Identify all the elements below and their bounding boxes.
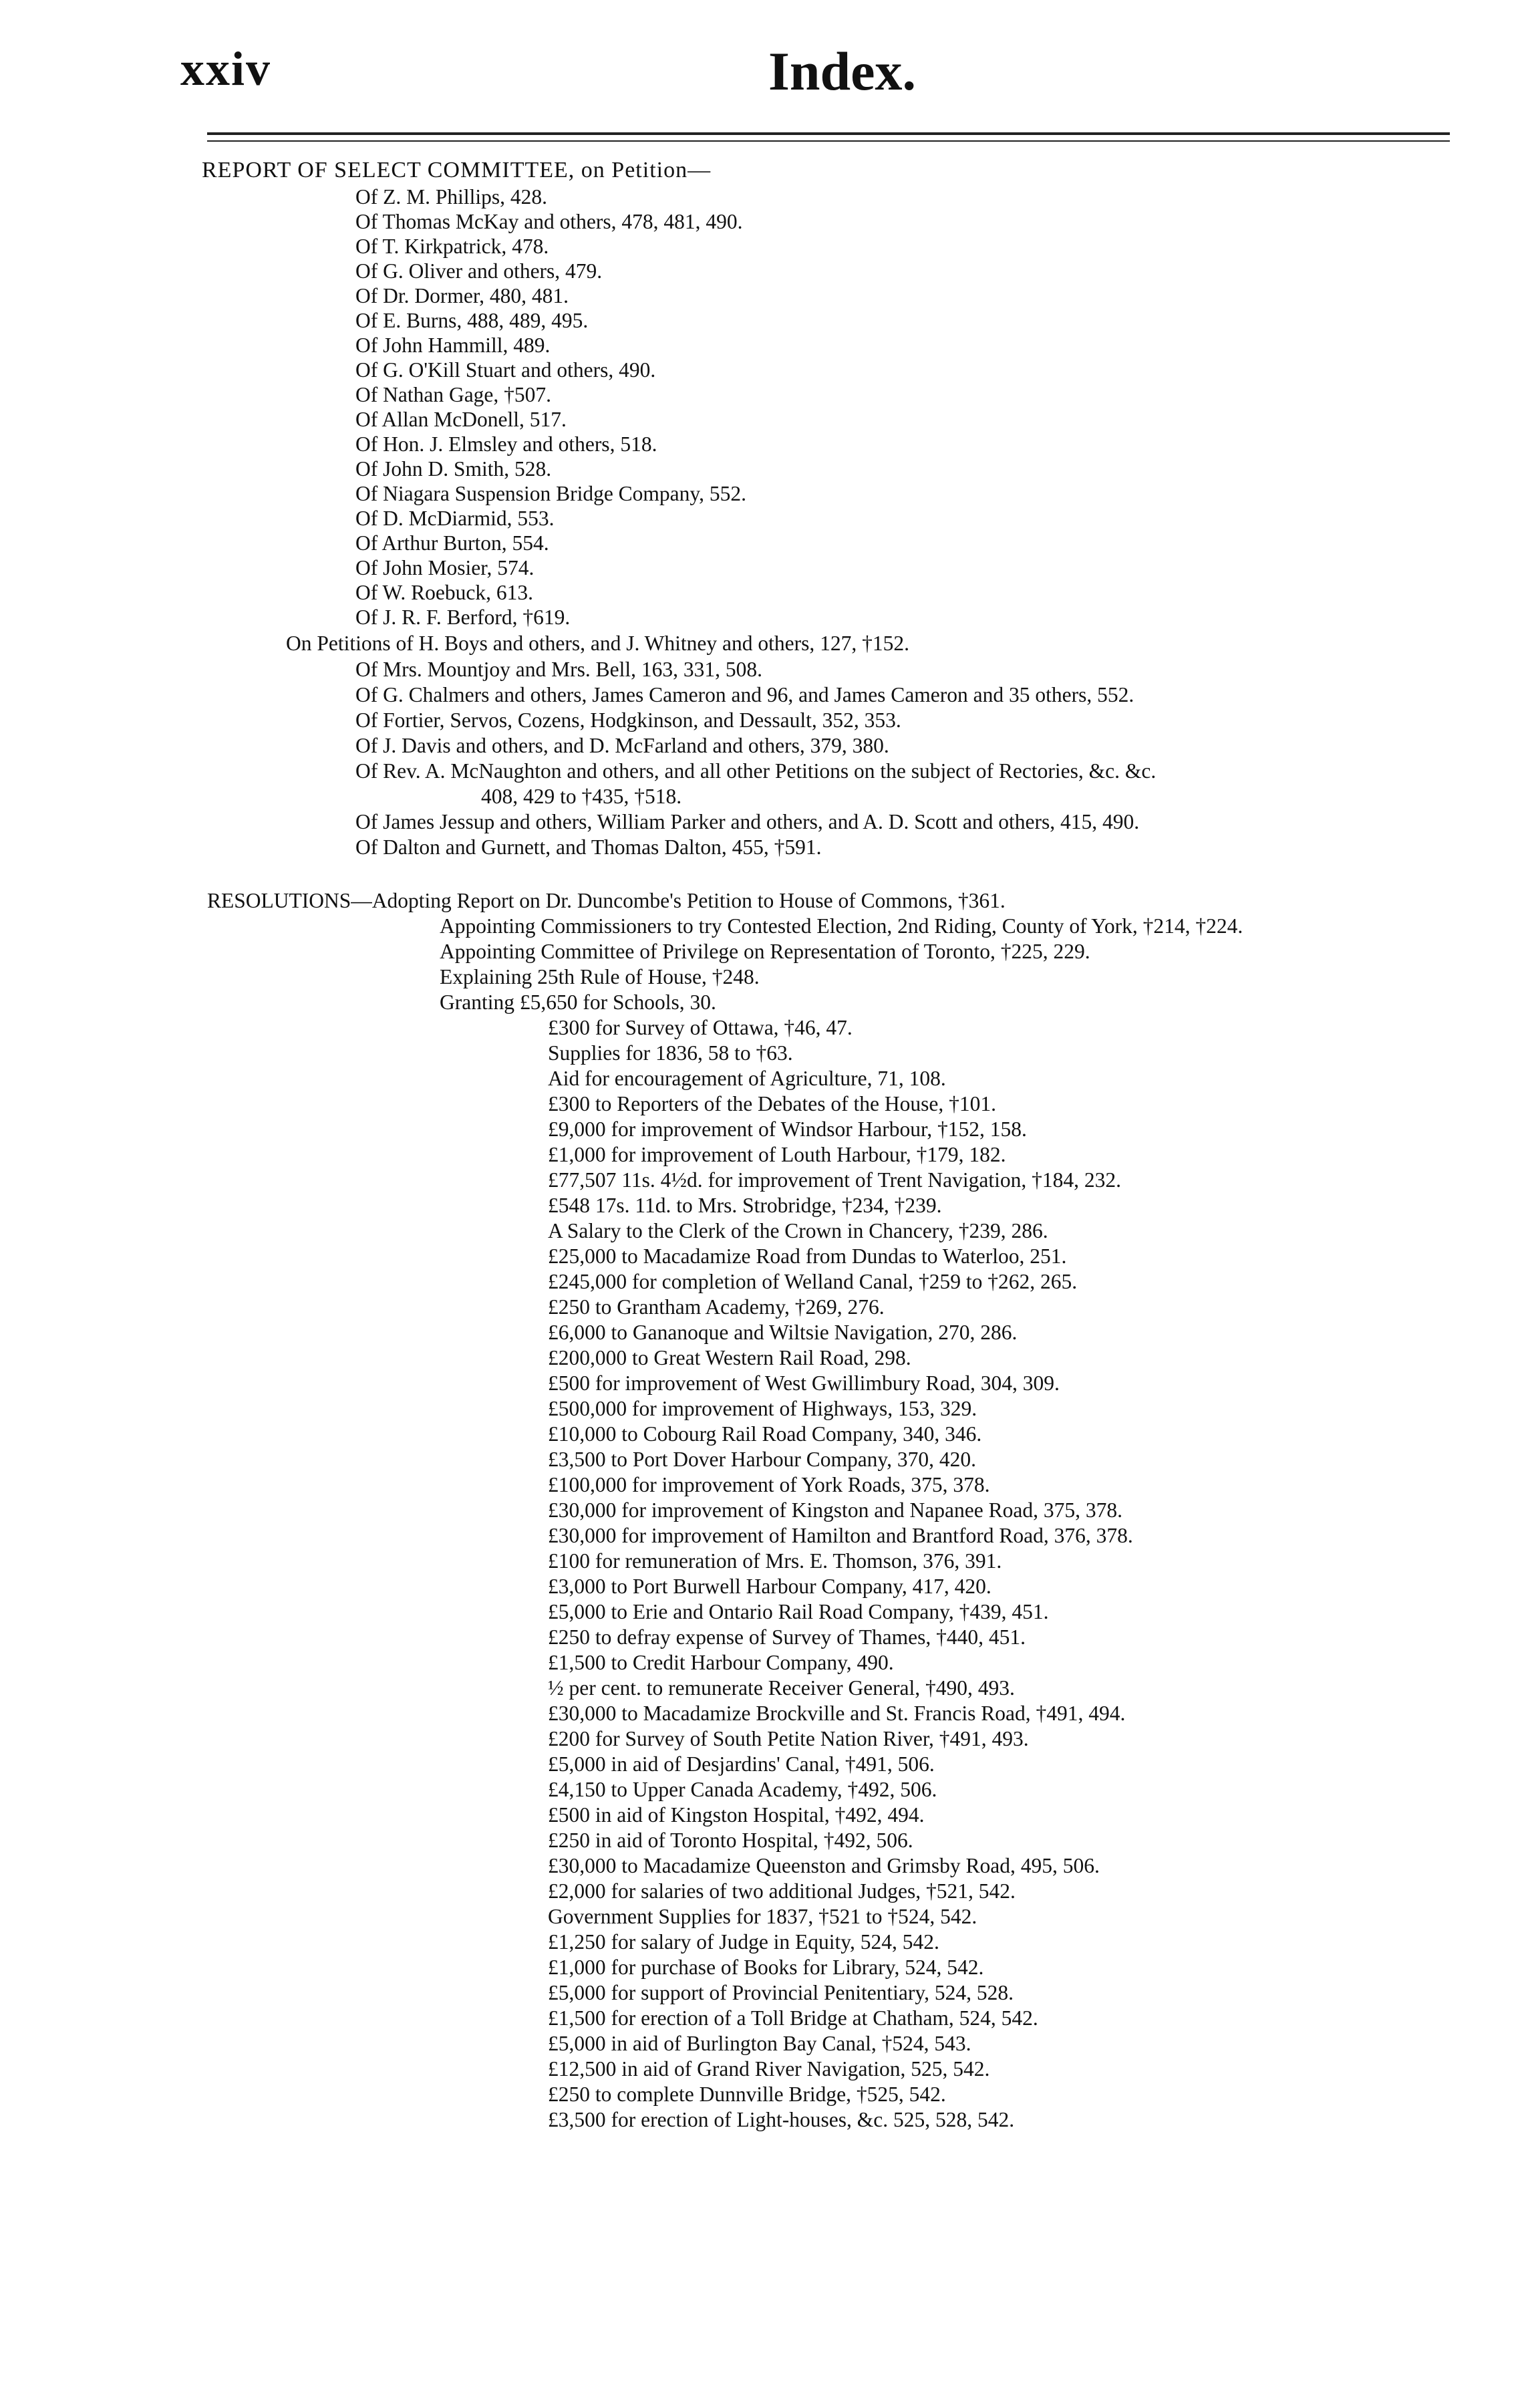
grant-item: £200 for Survey of South Petite Nation River, †491, 493. (548, 1727, 1029, 1750)
grant-item: Aid for encouragement of Agriculture, 71, 108. (548, 1067, 946, 1090)
grant-item: £548 17s. 11d. to Mrs. Strobridge, †234, †239. (548, 1194, 942, 1217)
report-entry: Of John Mosier, 574. (355, 556, 535, 579)
report-entry: Of G. O'Kill Stuart and others, 490. (355, 358, 656, 382)
grant-item: £10,000 to Cobourg Rail Road Company, 340, 346. (548, 1422, 982, 1446)
grant-item: £1,000 for improvement of Louth Harbour, †179, 182. (548, 1143, 1006, 1166)
grant-item: £500 for improvement of West Gwillimbury Road, 304, 309. (548, 1371, 1060, 1395)
grant-item: ½ per cent. to remunerate Receiver General, †490, 493. (548, 1676, 1015, 1700)
report-entry: Of John D. Smith, 528. (355, 457, 552, 481)
report-entry: Of Allan McDonell, 517. (355, 408, 567, 431)
report-entry: Of Nathan Gage, †507. (355, 383, 552, 406)
grant-item: £6,000 to Gananoque and Wiltsie Navigation, 270, 286. (548, 1321, 1018, 1344)
grant-item: £2,000 for salaries of two additional Judges, †521, 542. (548, 1879, 1016, 1903)
report-entry: Of Niagara Suspension Bridge Company, 552. (355, 482, 746, 505)
header-rule-thin (207, 140, 1450, 142)
grant-item: Supplies for 1836, 58 to †63. (548, 1041, 793, 1065)
resolution-item: Appointing Committee of Privilege on Representation of Toronto, †225, 229. (440, 940, 1090, 963)
grant-item: £200,000 to Great Western Rail Road, 298. (548, 1346, 911, 1369)
grant-item: £250 to complete Dunnville Bridge, †525, 542. (548, 2083, 946, 2106)
report-entry: Of Arthur Burton, 554. (355, 531, 549, 555)
grant-item: £100 for remuneration of Mrs. E. Thomson, 376, 391. (548, 1549, 1002, 1573)
grant-item: Government Supplies for 1837, †521 to †524, 542. (548, 1905, 977, 1928)
grant-item: £300 to Reporters of the Debates of the House, †101. (548, 1092, 996, 1115)
grant-item: £5,000 in aid of Desjardins' Canal, †491, 506. (548, 1752, 935, 1776)
report-entry: Of Z. M. Phillips, 428. (355, 185, 548, 209)
report-entry: Of D. McDiarmid, 553. (355, 507, 555, 530)
grant-item: £5,000 to Erie and Ontario Rail Road Company, †439, 451. (548, 1600, 1049, 1623)
report-sub-entry: Of Rev. A. McNaughton and others, and all other Petitions on the subject of Rectories, &c. &c. (355, 759, 1157, 783)
report-entry: Of Thomas McKay and others, 478, 481, 490. (355, 210, 743, 233)
grant-item: £77,507 11s. 4½d. for improvement of Trent Navigation, †184, 232. (548, 1168, 1122, 1192)
grant-item: £500 in aid of Kingston Hospital, †492, 494. (548, 1803, 925, 1827)
report-sub-entry: Of James Jessup and others, William Parker and others, and A. D. Scott and others, 415, 490. (355, 810, 1140, 833)
resolution-item: Appointing Commissioners to try Contested Election, 2nd Riding, County of York, †214, †224. (440, 914, 1243, 938)
grant-item: £12,500 in aid of Grand River Navigation, 525, 542. (548, 2057, 990, 2081)
on-petitions-entry: On Petitions of H. Boys and others, and J. Whitney and others, 127, †152. (286, 632, 909, 655)
grant-item: £100,000 for improvement of York Roads, 375, 378. (548, 1473, 990, 1496)
grant-item: £9,000 for improvement of Windsor Harbour, †152, 158. (548, 1117, 1027, 1141)
grant-item: £1,500 to Credit Harbour Company, 490. (548, 1651, 894, 1674)
report-entry: Of T. Kirkpatrick, 478. (355, 235, 549, 258)
grant-item: £1,250 for salary of Judge in Equity, 524, 542. (548, 1930, 939, 1954)
page-title: Index. (768, 41, 917, 102)
grant-item: £30,000 for improvement of Hamilton and Brantford Road, 376, 378. (548, 1524, 1133, 1547)
report-entry: Of G. Oliver and others, 479. (355, 259, 603, 283)
grant-item: £30,000 to Macadamize Queenston and Grimsby Road, 495, 506. (548, 1854, 1100, 1877)
grant-item: £1,500 for erection of a Toll Bridge at Chatham, 524, 542. (548, 2006, 1038, 2030)
grant-item: £250 in aid of Toronto Hospital, †492, 506. (548, 1829, 913, 1852)
report-sub-entry: Of J. Davis and others, and D. McFarland and others, 379, 380. (355, 734, 889, 757)
report-sub-entry: Of Mrs. Mountjoy and Mrs. Bell, 163, 331, 508. (355, 658, 762, 681)
report-heading: REPORT OF SELECT COMMITTEE, on Petition— (202, 158, 712, 182)
grant-item: £500,000 for improvement of Highways, 153, 329. (548, 1397, 977, 1420)
report-entry: Of J. R. F. Berford, †619. (355, 606, 571, 629)
report-sub-entry: Of G. Chalmers and others, James Cameron and 96, and James Cameron and 35 others, 552. (355, 683, 1134, 706)
header-rule (207, 132, 1450, 135)
grant-item: £3,500 for erection of Light-houses, &c. 525, 528, 542. (548, 2108, 1015, 2131)
report-entry: Of W. Roebuck, 613. (355, 581, 533, 604)
report-sub-entry: Of Fortier, Servos, Cozens, Hodgkinson, and Dessault, 352, 353. (355, 708, 901, 732)
grant-item: £245,000 for completion of Welland Canal, †259 to †262, 265. (548, 1270, 1078, 1293)
grant-item: £5,000 for support of Provincial Penitentiary, 524, 528. (548, 1981, 1014, 2004)
report-sub-entry: Of Dalton and Gurnett, and Thomas Dalton, 455, †591. (355, 835, 822, 859)
grant-item: £3,500 to Port Dover Harbour Company, 370, 420. (548, 1448, 977, 1471)
grant-item: £3,000 to Port Burwell Harbour Company, 417, 420. (548, 1575, 991, 1598)
report-entry: Of Hon. J. Elmsley and others, 518. (355, 432, 657, 456)
report-sub-entry-continuation: 408, 429 to †435, †518. (481, 785, 682, 808)
report-entry: Of E. Burns, 488, 489, 495. (355, 309, 589, 332)
grant-item: £30,000 to Macadamize Brockville and St. Francis Road, †491, 494. (548, 1702, 1126, 1725)
grant-item: £250 to defray expense of Survey of Thames, †440, 451. (548, 1625, 1026, 1649)
grant-item: £5,000 in aid of Burlington Bay Canal, †524, 543. (548, 2032, 971, 2055)
page-number: xxiv (180, 42, 272, 96)
resolutions-heading: RESOLUTIONS—Adopting Report on Dr. Duncombe's Petition to House of Commons, †361. (207, 889, 1006, 912)
report-entry: Of John Hammill, 489. (355, 333, 551, 357)
grant-item: £250 to Grantham Academy, †269, 276. (548, 1295, 885, 1319)
grant-item: £4,150 to Upper Canada Academy, †492, 506. (548, 1778, 937, 1801)
resolution-item: Explaining 25th Rule of House, †248. (440, 965, 760, 988)
grant-item: £30,000 for improvement of Kingston and Napanee Road, 375, 378. (548, 1498, 1122, 1522)
grant-item: A Salary to the Clerk of the Crown in Chancery, †239, 286. (548, 1219, 1048, 1242)
report-entry: Of Dr. Dormer, 480, 481. (355, 284, 569, 307)
resolution-granting: Granting £5,650 for Schools, 30. (440, 990, 716, 1014)
grant-item: £25,000 to Macadamize Road from Dundas to Waterloo, 251. (548, 1244, 1067, 1268)
grant-item: £300 for Survey of Ottawa, †46, 47. (548, 1016, 853, 1039)
grant-item: £1,000 for purchase of Books for Library, 524, 542. (548, 1956, 984, 1979)
